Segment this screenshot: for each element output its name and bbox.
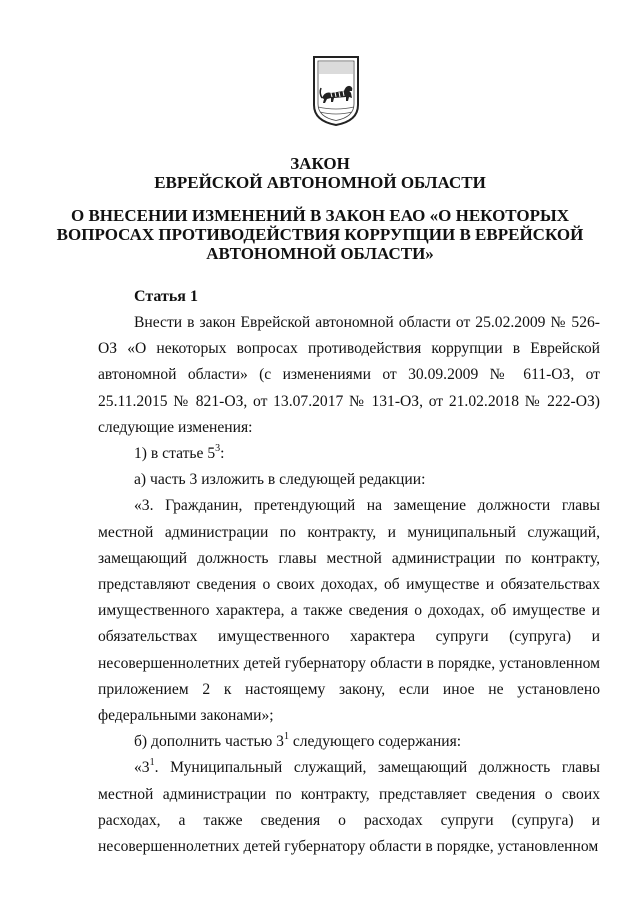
item-b-suffix: следующего содержания: [288, 733, 462, 751]
law-subtitle-line: О ВНЕСЕНИИ ИЗМЕНЕНИЙ В ЗАКОН ЕАО «О НЕКОТОРЫХ [70, 206, 569, 225]
coat-of-arms-icon [311, 55, 361, 127]
item-b [98, 729, 600, 755]
quote-3-1-prefix: «3 [134, 759, 150, 777]
intro-paragraph: Внести в закон Еврейской автономной области от 25.02.2009 № 526-ОЗ «О некоторых вопросах противодействия коррупции в Еврейской автономной области» (с изменениями от 30.09.2009 № 611-ОЗ, от 25.11.2015 № 821-ОЗ, от 13.07.2017 № 131-ОЗ, от 21.02.2018 № 222-ОЗ) следующие изменения: [98, 314, 600, 436]
item-1-text: 1) в статье 5 [134, 445, 216, 463]
article-heading: Статья 1 [134, 288, 198, 305]
quote-3-1-text: . Муниципальный служащий, замещающий должность главы местной администрации по контракту, представляет сведения о своих расходах, а также сведения о расходах супруги (супруга) и несовершеннолетних детей губернатору области в порядке, установленном [98, 759, 600, 856]
item-1 [98, 441, 600, 467]
item-b-sup: 1 [283, 731, 289, 743]
quote-part-3: «3. Гражданин, претендующий на замещение должности главы местной администрации по контракту, и муниципальный служащий, замещающий должность главы местной администрации по контракту, представляют сведения о своих доходах, об имуществе и обязательствах имущественного характера, а также сведения о доходах, об имуществе и обязательствах имущественного характера супруги (супруга) и несовершеннолетних детей губернатору области в порядке, установленном приложением 2 к настоящему закону, если иное не установлено федеральными законами»; [98, 497, 600, 725]
item-a: а) часть 3 изложить в следующей редакции: [134, 471, 426, 489]
item-b-text: б) дополнить частью 3 [134, 733, 284, 751]
law-title-line: ЗАКОН [290, 154, 350, 173]
item-1-suffix: : [220, 445, 225, 463]
quote-part-3-1 [98, 755, 600, 860]
item-1-sup: 3 [215, 443, 221, 455]
law-subtitle-line: АВТОНОМНОЙ ОБЛАСТИ» [206, 244, 434, 263]
law-title-line: ЕВРЕЙСКОЙ АВТОНОМНОЙ ОБЛАСТИ [154, 173, 486, 192]
law-subtitle [0, 206, 640, 263]
law-subtitle-line: ВОПРОСАХ ПРОТИВОДЕЙСТВИЯ КОРРУПЦИИ В ЕВРЕЙСКОЙ [56, 225, 584, 244]
law-title [0, 154, 640, 192]
quote-3-1-sup: 1 [149, 757, 155, 769]
document-body [98, 310, 600, 860]
